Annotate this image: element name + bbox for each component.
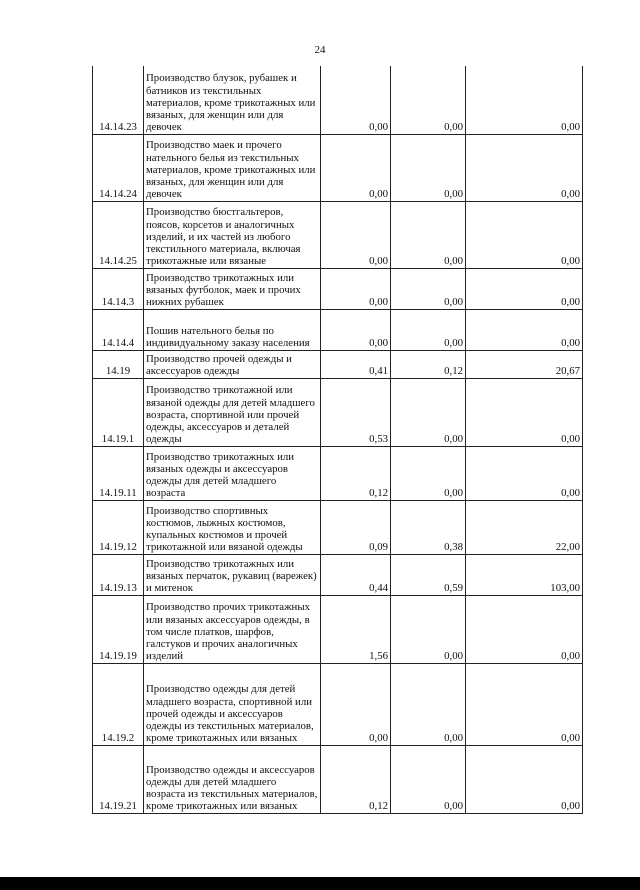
- row-value-2: 0,00: [391, 446, 466, 500]
- row-value-2: 0,59: [391, 554, 466, 595]
- row-name-text: Производство трикотажной или вязаной одежды для детей младшего возраста, спортивной или прочей одежды, аксессуаров и деталей одежды: [146, 384, 315, 446]
- row-name: [144, 309, 321, 350]
- row-value-1: 0,53: [321, 378, 391, 446]
- row-code: 14.14.23: [93, 66, 144, 134]
- row-value-2: 0,00: [391, 663, 466, 745]
- row-value-3: 0,00: [466, 201, 583, 268]
- table-row: [93, 201, 583, 268]
- row-name: [144, 378, 321, 446]
- row-value-2: 0,00: [391, 134, 466, 201]
- row-value-2: 0,00: [391, 66, 466, 134]
- row-name-text: Производство одежды и аксессуаров одежды для детей младшего возраста из текстильных материалов, кроме трикотажных или вязаных: [146, 763, 318, 813]
- row-name: [144, 134, 321, 201]
- row-value-1: 0,12: [321, 446, 391, 500]
- table-body: [93, 66, 583, 813]
- row-value-2: 0,12: [391, 350, 466, 378]
- row-code: 14.14.4: [93, 309, 144, 350]
- row-value-1: 0,44: [321, 554, 391, 595]
- table-row: [93, 446, 583, 500]
- row-code: 14.19.19: [93, 595, 144, 663]
- row-name: [144, 745, 321, 813]
- row-value-3: 0,00: [466, 446, 583, 500]
- row-code: 14.14.24: [93, 134, 144, 201]
- row-name-text: Производство одежды для детей младшего возраста, спортивной или прочей одежды и аксессуаров одежды из текстильных материалов, кроме трикотажных или вязаных: [146, 683, 314, 745]
- table-row: [93, 309, 583, 350]
- row-name-text: Производство бюстгальтеров, поясов, корсетов и аналогичных изделий, и их частей из любого текстильного материала, включая трикотажные или вязаные: [146, 206, 301, 268]
- row-value-2: 0,00: [391, 268, 466, 309]
- row-value-2: 0,00: [391, 309, 466, 350]
- row-name: [144, 446, 321, 500]
- row-value-2: 0,38: [391, 500, 466, 554]
- row-value-1: 0,00: [321, 201, 391, 268]
- row-name: [144, 66, 321, 134]
- row-value-1: 0,12: [321, 745, 391, 813]
- table-row: [93, 350, 583, 378]
- table-row: [93, 500, 583, 554]
- row-code: 14.19.12: [93, 500, 144, 554]
- table-row: [93, 595, 583, 663]
- table-row: [93, 554, 583, 595]
- row-code: 14.19: [93, 350, 144, 378]
- table-row: [93, 378, 583, 446]
- row-value-1: 0,00: [321, 309, 391, 350]
- row-value-1: 0,09: [321, 500, 391, 554]
- table-row: [93, 745, 583, 813]
- page-number: 24: [314, 44, 326, 56]
- row-name-text: Производство трикотажных или вязаных футболок, маек и прочих нижних рубашек: [146, 271, 301, 309]
- row-code: 14.14.3: [93, 268, 144, 309]
- row-value-1: 1,56: [321, 595, 391, 663]
- row-value-1: 0,00: [321, 134, 391, 201]
- row-value-2: 0,00: [391, 595, 466, 663]
- row-value-3: 103,00: [466, 554, 583, 595]
- row-code: 14.19.2: [93, 663, 144, 745]
- row-value-3: 0,00: [466, 309, 583, 350]
- scan-border-bottom: [0, 877, 640, 890]
- row-code: 14.19.1: [93, 378, 144, 446]
- row-value-3: 0,00: [466, 134, 583, 201]
- table-row: [93, 66, 583, 134]
- row-code: 14.19.13: [93, 554, 144, 595]
- row-name: [144, 554, 321, 595]
- table-row: [93, 134, 583, 201]
- row-name: [144, 595, 321, 663]
- row-name-text: Производство прочей одежды и аксессуаров одежды: [146, 353, 292, 378]
- row-value-3: 0,00: [466, 663, 583, 745]
- row-code: 14.19.21: [93, 745, 144, 813]
- row-name: [144, 500, 321, 554]
- row-value-3: 22,00: [466, 500, 583, 554]
- row-name-text: Производство маек и прочего нательного белья из текстильных материалов, кроме трикотажных или вязаных, для женщин или для девочек: [146, 139, 316, 201]
- row-value-3: 0,00: [466, 378, 583, 446]
- row-value-3: 0,00: [466, 66, 583, 134]
- row-name-text: Производство спортивных костюмов, лыжных костюмов, купальных костюмов и прочей трикотажной или вязаной одежды: [146, 504, 303, 554]
- row-value-3: 0,00: [466, 268, 583, 309]
- table-row: [93, 268, 583, 309]
- data-table: [92, 66, 583, 814]
- row-value-2: 0,00: [391, 378, 466, 446]
- row-value-1: 0,00: [321, 66, 391, 134]
- row-value-3: 20,67: [466, 350, 583, 378]
- row-name-text: Производство трикотажных или вязаных перчаток, рукавиц (варежек) и митенок: [146, 557, 317, 595]
- row-name-text: Пошив нательного белья по индивидуальному заказу населения: [146, 325, 310, 350]
- row-name: [144, 268, 321, 309]
- row-value-1: 0,00: [321, 268, 391, 309]
- table-row: [93, 663, 583, 745]
- row-value-2: 0,00: [391, 745, 466, 813]
- row-code: 14.14.25: [93, 201, 144, 268]
- row-value-1: 0,41: [321, 350, 391, 378]
- row-name: [144, 663, 321, 745]
- row-value-2: 0,00: [391, 201, 466, 268]
- row-name-text: Производство прочих трикотажных или вязаных аксессуаров одежды, в том числе платков, шарфов, галстуков и прочих аналогичных изделий: [146, 601, 310, 663]
- row-value-1: 0,00: [321, 663, 391, 745]
- row-name-text: Производство блузок, рубашек и батников из текстильных материалов, кроме трикотажных или вязаных, для женщин или для девочек: [146, 72, 316, 134]
- row-name-text: Производство трикотажных или вязаных одежды и аксессуаров одежды для детей младшего возраста: [146, 450, 295, 500]
- row-name: [144, 201, 321, 268]
- row-value-3: 0,00: [466, 745, 583, 813]
- row-name: [144, 350, 321, 378]
- row-value-3: 0,00: [466, 595, 583, 663]
- row-code: 14.19.11: [93, 446, 144, 500]
